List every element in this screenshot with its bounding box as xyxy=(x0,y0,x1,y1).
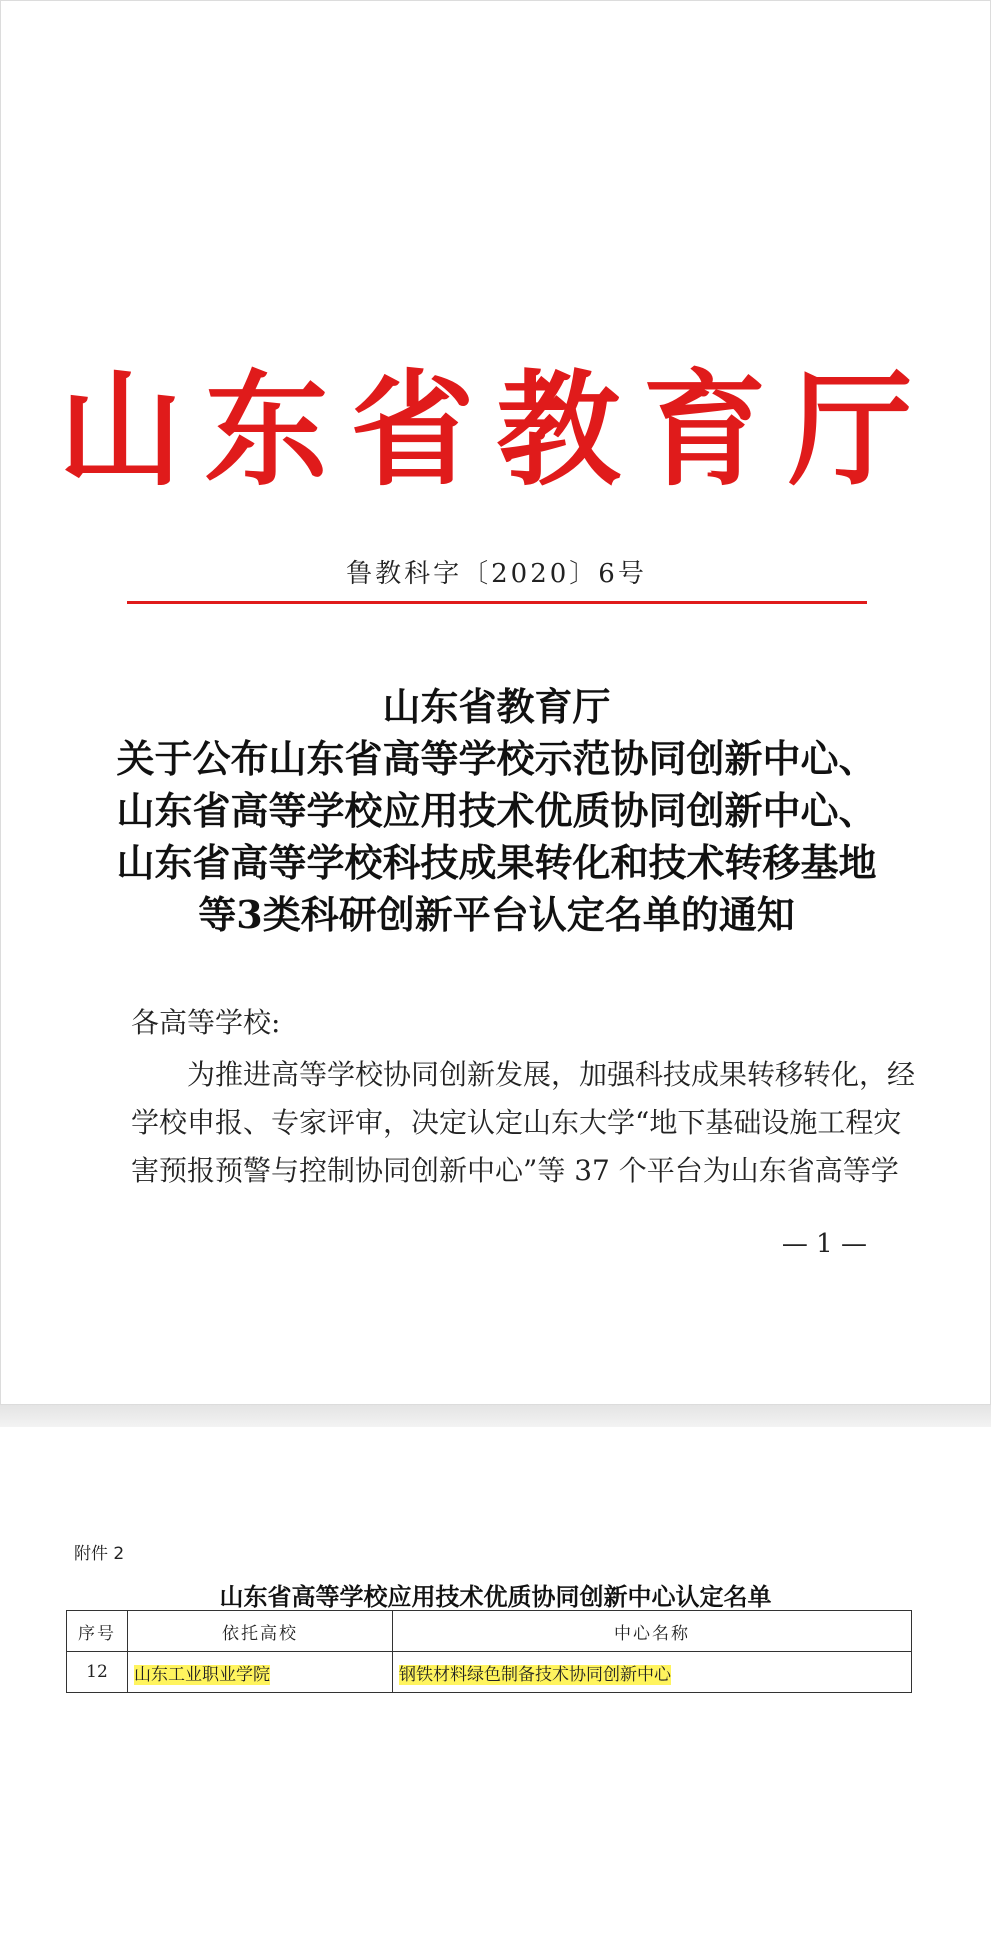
document-page-2 xyxy=(0,1427,991,1960)
column-header-seq: 序号 xyxy=(67,1611,128,1652)
highlighted-center-name: 钢铁材料绿色制备技术协同创新中心 xyxy=(399,1664,671,1685)
table-row xyxy=(67,1652,912,1693)
salutation: 各高等学校: xyxy=(131,1006,281,1039)
title-line: 山东省高等学校应用技术优质协同创新中心、 xyxy=(116,788,877,833)
attachment-table-title: 山东省高等学校应用技术优质协同创新中心认定名单 xyxy=(219,1582,772,1611)
body-line: 学校申报、专家评审，决定认定山东大学“地下基础设施工程灾 xyxy=(131,1106,902,1139)
document-number: 鲁教科字〔2020〕6号 xyxy=(346,559,647,589)
attachment-label: 附件 2 xyxy=(74,1544,125,1564)
cell-school xyxy=(128,1652,393,1693)
cell-center xyxy=(393,1652,912,1693)
masthead-title: 山东省教育厅 xyxy=(58,358,935,503)
column-header-school: 依托高校 xyxy=(128,1611,393,1652)
red-divider-rule xyxy=(127,601,867,604)
title-line: 山东省教育厅 xyxy=(382,684,611,729)
cell-seq: 12 xyxy=(67,1652,128,1693)
body-line: 为推进高等学校协同创新发展，加强科技成果转移转化，经 xyxy=(131,1058,916,1091)
attachment-table xyxy=(66,1610,912,1693)
title-line: 关于公布山东省高等学校示范协同创新中心、 xyxy=(116,736,877,781)
highlighted-school: 山东工业职业学院 xyxy=(134,1664,270,1685)
page-separator xyxy=(0,1405,991,1427)
table-header-row xyxy=(67,1611,912,1652)
body-line: 害预报预警与控制协同创新中心”等 37 个平台为山东省高等学 xyxy=(131,1154,899,1187)
page-number: — 1 — xyxy=(781,1229,867,1259)
column-header-center: 中心名称 xyxy=(393,1611,912,1652)
body-paragraph xyxy=(131,1051,916,1195)
title-line: 等3类科研创新平台认定名单的通知 xyxy=(198,892,795,937)
notice-title xyxy=(1,681,991,941)
title-line: 山东省高等学校科技成果转化和技术转移基地 xyxy=(116,840,877,885)
